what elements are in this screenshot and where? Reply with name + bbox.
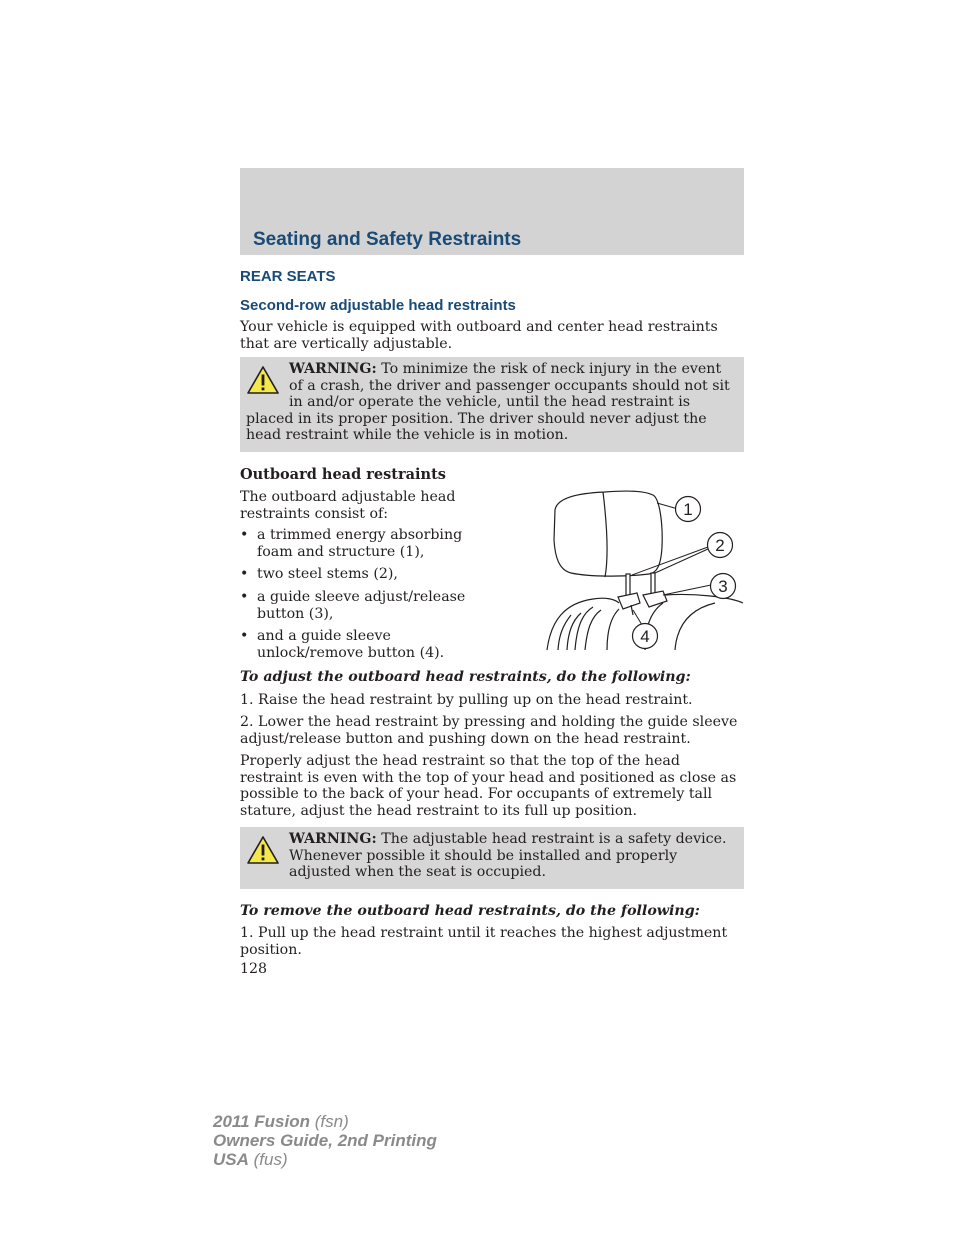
adjust-step-1: 1. Raise the head restraint by pulling up on the head restraint. xyxy=(240,692,693,708)
footer-model-code: (fsn) xyxy=(314,1112,349,1131)
footer-market-code: (fus) xyxy=(253,1150,288,1169)
section-title: REAR SEATS xyxy=(240,268,336,285)
list-item: • a guide sleeve adjust/release button (3), xyxy=(240,589,466,622)
callout-1: 1 xyxy=(683,500,693,519)
intro-paragraph: Your vehicle is equipped with outboard and center head restraints that are vertically adjustable. xyxy=(240,319,718,352)
footer-market: USA xyxy=(213,1150,249,1169)
warning-label: WARNING: xyxy=(289,831,377,847)
chapter-header-band xyxy=(240,168,744,255)
remove-step-1: 1. Pull up the head restraint until it reaches the highest adjustment position. xyxy=(240,925,728,958)
adjust-paragraph: Properly adjust the head restraint so that the top of the head restraint is even with the top of your head and positioned as close as possible to the back of your head. For occupants of extremely tall stature, adjust the head restraint to its full up position. xyxy=(240,753,737,819)
warning-triangle-icon xyxy=(246,365,280,395)
warning-label: WARNING: xyxy=(289,361,377,377)
head-restraint-illustration xyxy=(545,485,745,655)
warning-triangle-icon xyxy=(246,835,280,865)
warning-text xyxy=(246,831,736,881)
chapter-title: Seating and Safety Restraints xyxy=(253,229,522,250)
footer-guide: Owners Guide, 2nd Printing xyxy=(213,1131,437,1150)
list-item: • a trimmed energy absorbing foam and structure (1), xyxy=(240,527,463,560)
footer-model: 2011 Fusion xyxy=(213,1112,310,1131)
adjust-step-2: 2. Lower the head restraint by pressing and holding the guide sleeve adjust/release button and pushing down on the head restraint. xyxy=(240,714,738,747)
callout-2: 2 xyxy=(715,536,725,555)
warning-box-neck-injury xyxy=(240,357,744,452)
callout-3: 3 xyxy=(718,577,728,596)
warning-body: To minimize the risk of neck injury in the event of a crash, the driver and passenger occupants should not sit in and/or operate the vehicle, until the head restraint is placed in its proper position. The driver should never adjust the head restraint while the vehicle is in motion. xyxy=(246,361,730,443)
adjust-heading: To adjust the outboard head restraints, do the following: xyxy=(240,669,691,685)
warning-box-safety-device xyxy=(240,827,744,889)
list-item: • and a guide sleeve unlock/remove button (4). xyxy=(240,628,445,661)
callout-4: 4 xyxy=(640,627,650,646)
warning-body: The adjustable head restraint is a safety device. Whenever possible it should be installed and properly adjusted when the seat is occupied. xyxy=(289,831,727,880)
list-item: • two steel stems (2), xyxy=(240,566,398,582)
page-number: 128 xyxy=(240,961,268,977)
outboard-title: Outboard head restraints xyxy=(240,466,446,483)
footer-edition-info xyxy=(213,1112,437,1169)
outboard-intro: The outboard adjustable head restraints consist of: xyxy=(240,489,456,522)
warning-text xyxy=(246,361,736,444)
subsection-title: Second-row adjustable head restraints xyxy=(240,297,516,314)
remove-heading: To remove the outboard head restraints, do the following: xyxy=(240,903,700,919)
